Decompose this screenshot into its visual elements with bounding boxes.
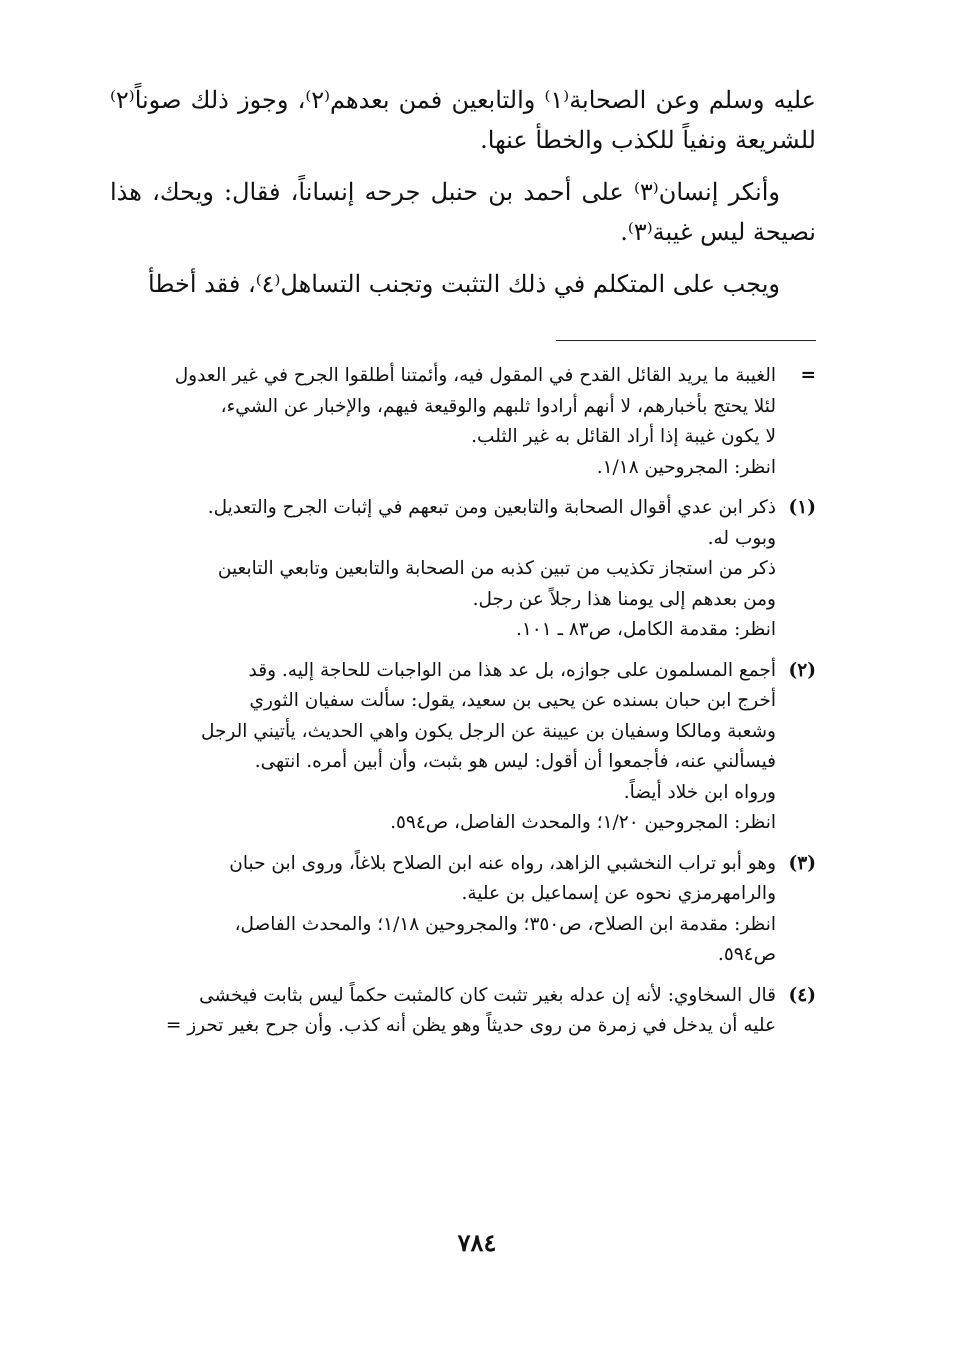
footnote-mark: = [800, 365, 816, 386]
page-number: ٧٨٤ [457, 1228, 497, 1257]
footnote-line: ومن بعدهم إلى يومنا هذا رجلاً عن رجل. [472, 588, 776, 610]
footnote-line: وشعبة ومالكا وسفيان بن عيينة عن الرجل يكون واهي الحديث، يأتيني الرجل [200, 720, 776, 742]
footnote-continuation [110, 361, 816, 483]
footnote-line: ص٥٩٤. [717, 944, 776, 965]
main-paragraph-3: ويجب على المتكلم في ذلك التثبت وتجنب التساهل⁽٤⁾، فقد أخطأ [147, 270, 780, 298]
page-body [110, 80, 816, 1042]
footnote-line: فيسألني عنه، فأجمعوا أن أقول: ليس هو بثبت، وأن أبين أمره. انتهى. [254, 751, 776, 772]
footnote-line: الغيبة ما يريد القائل القدح في المقول فيه، وأئمتنا أطلقوا الجرح في غير العدول [174, 365, 776, 386]
footnote-line: لئلا يحتج بأخبارهم، لا أنهم أرادوا ثلبهم والوقيعة فيهم، والإخبار عن الشيء، [220, 395, 776, 417]
footnote-line: لا يكون غيبة إذا أراد القائل به غير الثلب. [471, 426, 776, 447]
footnote-line: انظر: المجروحين ١/٢٠؛ والمحدث الفاصل، ص٥٩٤. [390, 812, 776, 833]
footnote-line: عليه أن يدخل في زمرة من روى حديثاً وهو يظن أنه كذب. وأن جرح بغير تحرز = [165, 1015, 776, 1036]
footnote-line: وبوب له. [707, 527, 776, 549]
footnote-line: ذكر ابن عدي أقوال الصحابة والتابعين ومن تبعهم في إثبات الجرح والتعديل. [207, 497, 776, 518]
footnote-line: ورواه ابن خلاد أيضاً. [623, 781, 776, 803]
main-paragraph-1: عليه وسلم وعن الصحابة⁽١⁾ والتابعين فمن بعدهم⁽٢⁾، وجوز ذلك صوناً⁽٢⁾ للشريعة ونفياً للكذب والخطأ عنها. [110, 86, 816, 154]
main-text [110, 80, 816, 304]
footnote-2 [110, 656, 816, 839]
footnote-line: ذكر من استجاز تكذيب من تبين كذبه من الصحابة والتابعين وتابعي التابعين [217, 558, 776, 579]
footnotes [110, 361, 816, 1042]
footnote-3 [110, 849, 816, 971]
footnote-mark: (٤) [788, 984, 816, 1006]
footnote-line: انظر: مقدمة الكامل، ص٨٣ ـ ١٠١. [515, 619, 776, 640]
footnote-line: أخرج ابن حبان بسنده عن يحيى بن سعيد، يقول: سألت سفيان الثوري [249, 690, 776, 711]
main-paragraph-2: وأنكر إنسان⁽٣⁾ على أحمد بن حنبل جرحه إنساناً، فقال: ويحك، هذا نصيحة ليس غيبة⁽٣⁾. [110, 178, 816, 246]
footnote-mark: (١) [788, 497, 816, 518]
footnote-separator [556, 340, 816, 341]
footnote-line: قال السخاوي: لأنه إن عدله بغير تثبت كان كالمثبت حكماً ليس بثابت فيخشى [199, 984, 776, 1006]
footnote-line: وهو أبو تراب النخشبي الزاهد، رواه عنه ابن الصلاح بلاغاً، وروى ابن حبان [229, 852, 776, 874]
footnote-mark: (٢) [788, 659, 816, 681]
footnote-line: انظر: مقدمة ابن الصلاح، ص٣٥٠؛ والمجروحين ١/١٨؛ والمحدث الفاصل، [234, 913, 776, 935]
footnote-line: أجمع المسلمون على جوازه، بل عد هذا من الواجبات للحاجة إليه. وقد [248, 659, 776, 681]
footnote-1 [110, 493, 816, 646]
footnote-mark: (٣) [788, 852, 816, 874]
footnote-4 [110, 981, 816, 1042]
footnote-line: انظر: المجروحين ١/١٨. [596, 456, 776, 478]
footnote-line: والرامهرمزي نحوه عن إسماعيل بن علية. [461, 883, 776, 904]
